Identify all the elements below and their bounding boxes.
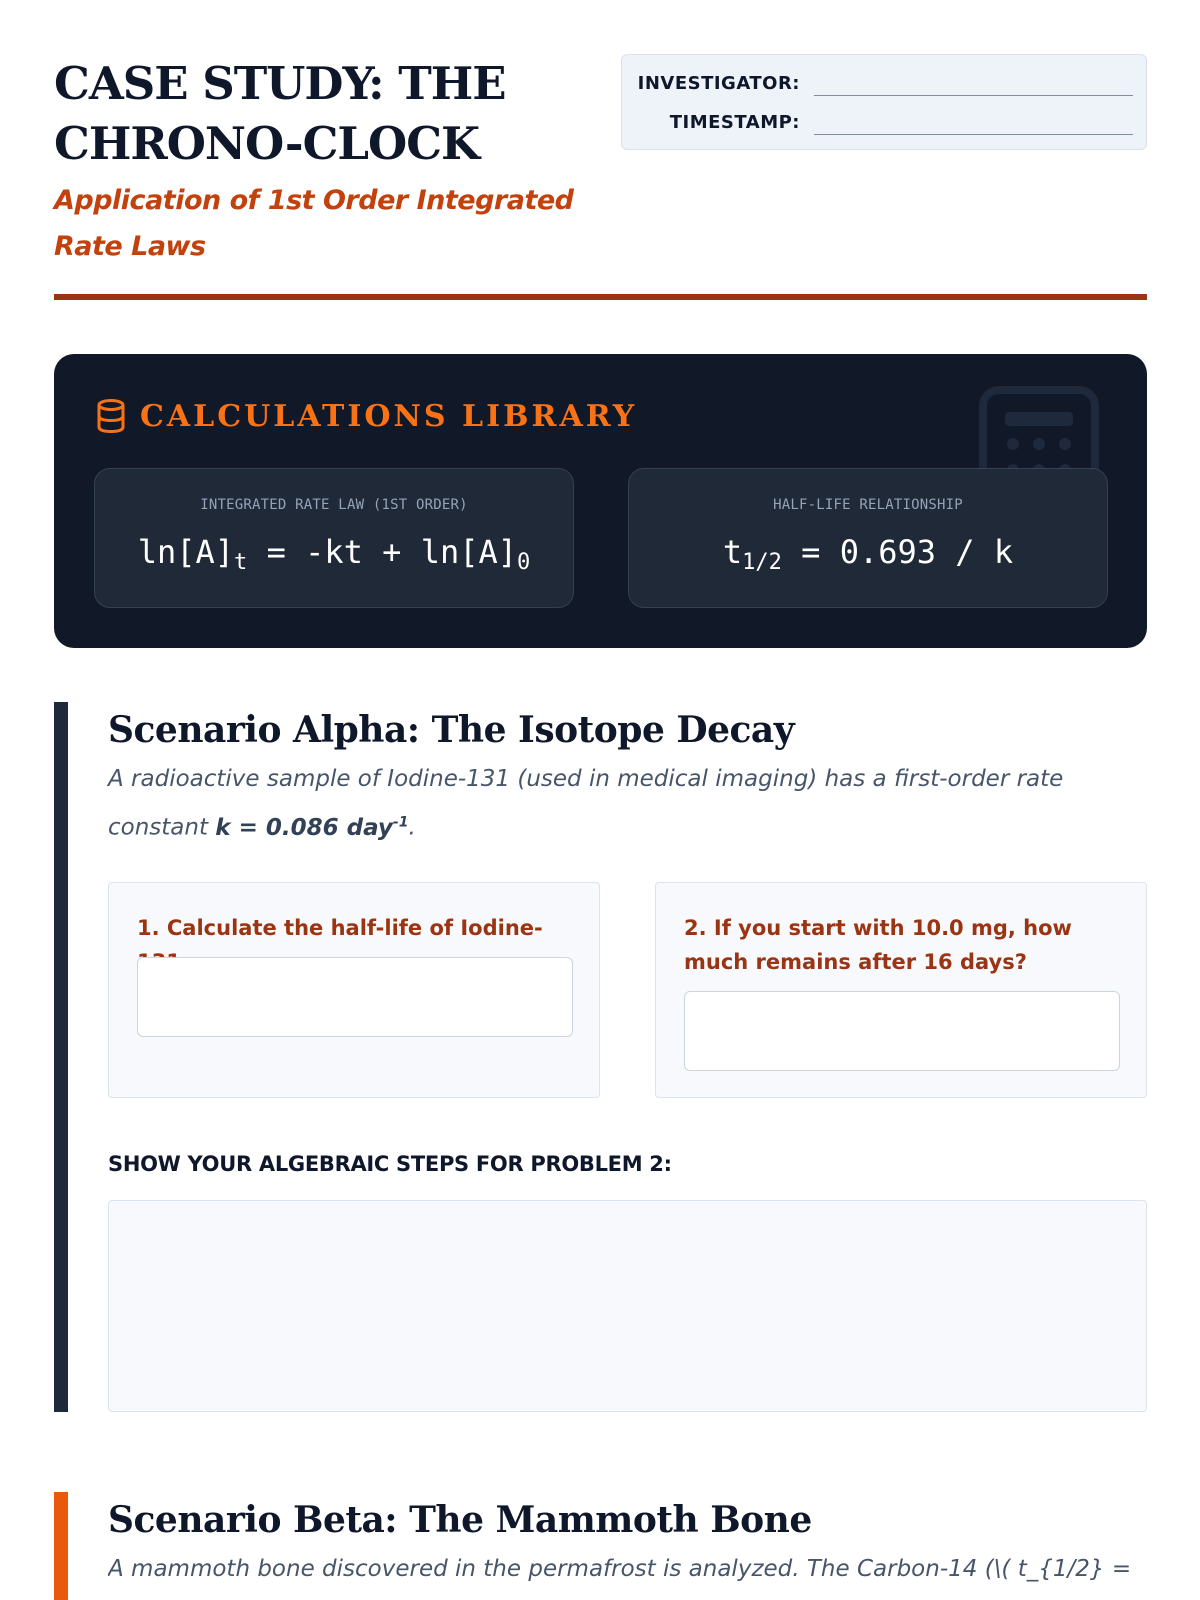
- calculations-library: [54, 354, 1147, 648]
- scenario-accent-bar: [54, 702, 68, 1412]
- page-subtitle: Application of 1st Order Integrated Rate Laws: [54, 185, 574, 262]
- scenario-description: A radioactive sample of Iodine-131 (used in medical imaging) has a first-order rate constant k = 0.086 day$^{-1}$.: [108, 766, 1064, 841]
- page-title: CASE STUDY: THE CHRONO-CLOCK: [54, 57, 506, 170]
- formula-label: INTEGRATED RATE LAW (1ST ORDER): [200, 497, 468, 513]
- integrated-rate-law-card: [94, 468, 574, 608]
- investigator-field[interactable]: [814, 95, 1133, 96]
- scenario-accent-bar: [54, 1492, 68, 1600]
- scenario-beta: [54, 1492, 1147, 1600]
- steps-label: SHOW YOUR ALGEBRAIC STEPS FOR PROBLEM 2:: [108, 1152, 672, 1176]
- question-card-2: [655, 882, 1147, 1098]
- answer-input-2[interactable]: [684, 991, 1120, 1071]
- timestamp-label: TIMESTAMP:: [669, 112, 800, 133]
- half-life-card: [628, 468, 1108, 608]
- answer-input-1[interactable]: [137, 957, 573, 1037]
- scenario-alpha: [54, 702, 1147, 1412]
- scenario-title: Scenario Alpha: The Isotope Decay: [108, 709, 795, 751]
- formula-label: HALF-LIFE RELATIONSHIP: [773, 497, 963, 513]
- timestamp-row: [622, 106, 1148, 136]
- library-title: CALCULATIONS LIBRARY: [140, 398, 638, 434]
- header-divider: [54, 294, 1147, 300]
- meta-box: [621, 54, 1147, 150]
- investigator-row: [622, 67, 1148, 97]
- scenario-title: Scenario Beta: The Mammoth Bone: [108, 1499, 812, 1541]
- half-life-formula: $t_{1/2} = 0.693 / k$: [722, 533, 1014, 575]
- integrated-rate-law-formula: $\ln[A]_t = -kt + \ln[A]_0$: [137, 533, 531, 575]
- header: [54, 54, 1147, 300]
- timestamp-field[interactable]: [814, 134, 1133, 135]
- algebraic-steps-area[interactable]: [108, 1200, 1147, 1412]
- question-card-1: [108, 882, 600, 1098]
- library-heading: [94, 394, 637, 438]
- scenario-description: A mammoth bone discovered in the permafrost is analyzed. The Carbon-14 (\( t_{1/2} =: [108, 1556, 1132, 1582]
- database-icon: [94, 398, 128, 434]
- question-1-text: 1. Calculate the half-life of Iodine-: [137, 916, 543, 940]
- investigator-label: INVESTIGATOR:: [637, 73, 800, 94]
- question-2-text: 2. If you start with 10.0 mg, how much remains after 16 days?: [684, 916, 1072, 974]
